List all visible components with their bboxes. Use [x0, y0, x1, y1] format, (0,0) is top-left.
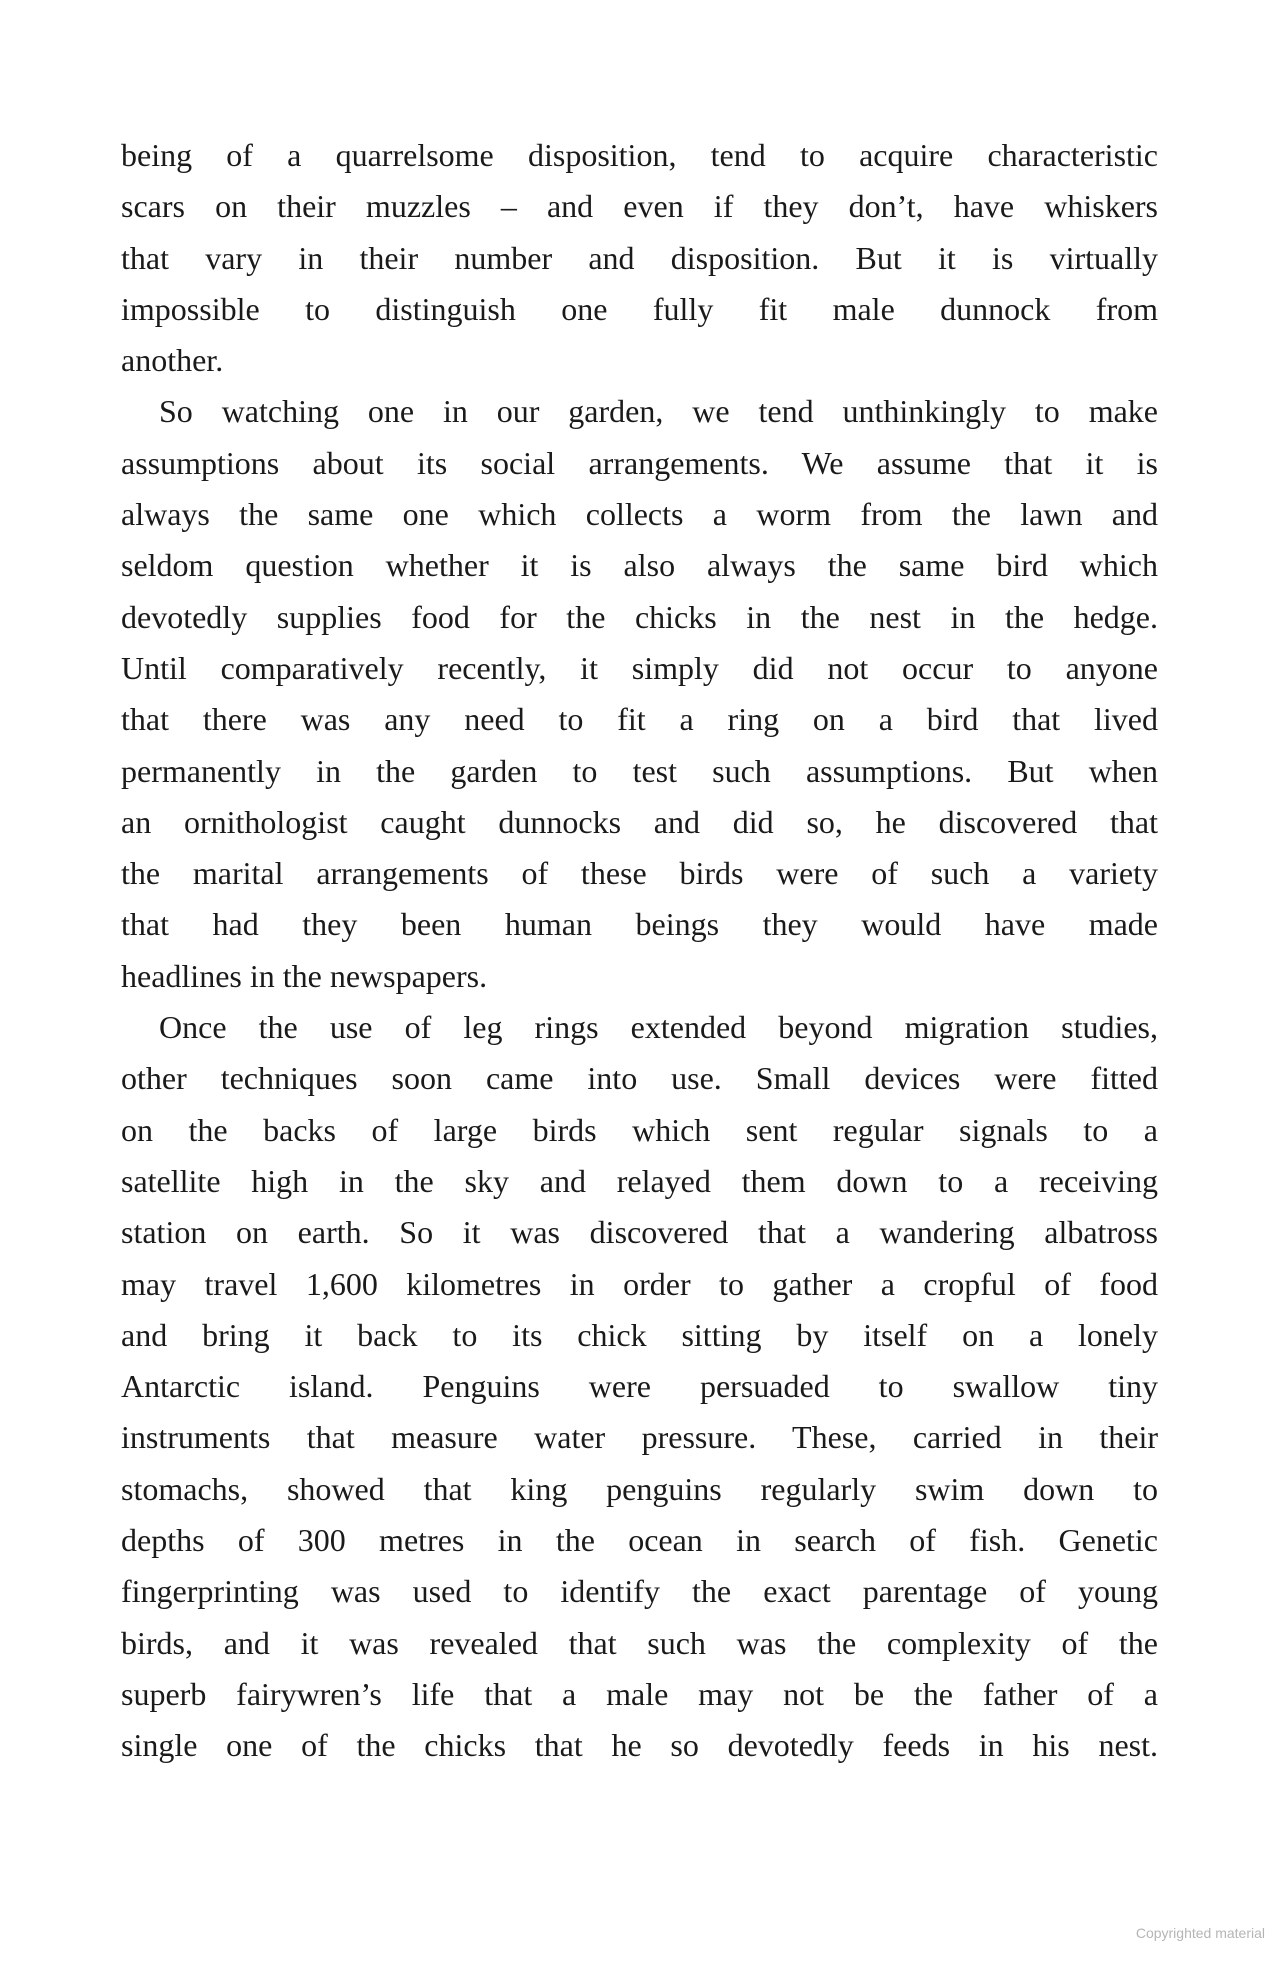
text-line-content: devotedly supplies food for the chicks in the nest in the hedge. [121, 598, 1158, 635]
text-line-content: impossible to distinguish one fully fit male dunnock from [121, 290, 1158, 327]
text-line-content: that had they been human beings they would have made [121, 906, 1158, 943]
text-line [121, 592, 1158, 643]
text-line-content: that vary in their number and disposition. But it is virtually [121, 239, 1158, 276]
text-line [121, 233, 1158, 284]
text-line: headlines in the newspapers. [121, 957, 488, 994]
text-line: another. [121, 342, 224, 379]
text-line [121, 1361, 1158, 1412]
text-line-content: assumptions about its social arrangements. We assume that it is [121, 444, 1158, 481]
text-line [121, 489, 1158, 540]
text-line-content: scars on their muzzles – and even if they don’t, have whiskers [121, 188, 1158, 225]
text-line [121, 643, 1158, 694]
copyright-notice: Copyrighted material [1135, 1925, 1265, 1941]
text-line-content: Once the use of leg rings extended beyond migration studies, [159, 1009, 1158, 1046]
text-line [121, 386, 1158, 437]
text-line [121, 1566, 1158, 1617]
text-line [121, 1259, 1158, 1310]
text-line-content: may travel 1,600 kilometres in order to gather a cropful of food [121, 1265, 1158, 1302]
text-line [121, 1156, 1158, 1207]
text-line-content: single one of the chicks that he so devotedly feeds in his nest. [121, 1727, 1158, 1764]
text-line [121, 1515, 1158, 1566]
text-line-content: fingerprinting was used to identify the exact parentage of young [121, 1573, 1158, 1610]
text-line [121, 438, 1158, 489]
text-line-content: So watching one in our garden, we tend unthinkingly to make [159, 393, 1158, 430]
text-line-content: other techniques soon came into use. Small devices were fitted [121, 1060, 1158, 1097]
text-line-content: Until comparatively recently, it simply did not occur to anyone [121, 649, 1158, 686]
text-line [121, 1618, 1158, 1669]
body-text [121, 130, 1158, 1772]
text-line [121, 746, 1158, 797]
text-line [121, 797, 1158, 848]
text-line [121, 899, 1158, 950]
text-line-content: instruments that measure water pressure. These, carried in their [121, 1419, 1158, 1456]
text-line-content: an ornithologist caught dunnocks and did so, he discovered that [121, 803, 1158, 840]
text-line [121, 848, 1158, 899]
text-line [121, 694, 1158, 745]
text-line [121, 1105, 1158, 1156]
text-line [121, 130, 1158, 181]
text-line-content: superb fairywren’s life that a male may not be the father of a [121, 1675, 1158, 1712]
text-line [121, 540, 1158, 591]
text-line [121, 1720, 1158, 1771]
text-line [121, 1207, 1158, 1258]
text-line-content: seldom question whether it is also always the same bird which [121, 547, 1158, 584]
text-line-content: depths of 300 metres in the ocean in search of fish. Genetic [121, 1522, 1158, 1559]
text-line-content: satellite high in the sky and relayed them down to a receiving [121, 1162, 1158, 1199]
text-line-content: station on earth. So it was discovered that a wandering albatross [121, 1214, 1158, 1251]
text-line-content: and bring it back to its chick sitting by itself on a lonely [121, 1316, 1158, 1353]
text-line-content: stomachs, showed that king penguins regularly swim down to [121, 1470, 1158, 1507]
text-line [121, 1464, 1158, 1515]
text-line [121, 1053, 1158, 1104]
text-line [121, 1310, 1158, 1361]
text-line-content: permanently in the garden to test such assumptions. But when [121, 752, 1158, 789]
text-line-content: always the same one which collects a worm from the lawn and [121, 496, 1158, 533]
text-line [121, 1669, 1158, 1720]
text-line-content: that there was any need to fit a ring on a bird that lived [121, 701, 1158, 738]
text-line [121, 1002, 1158, 1053]
text-line-content: Antarctic island. Penguins were persuaded to swallow tiny [121, 1368, 1158, 1405]
text-line-content: birds, and it was revealed that such was the complexity of the [121, 1624, 1158, 1661]
text-line [121, 1412, 1158, 1463]
text-line-content: on the backs of large birds which sent regular signals to a [121, 1111, 1158, 1148]
text-line [121, 181, 1158, 232]
text-line-content: being of a quarrelsome disposition, tend to acquire characteristic [121, 137, 1158, 173]
text-line-content: the marital arrangements of these birds were of such a variety [121, 855, 1158, 892]
text-line [121, 284, 1158, 335]
